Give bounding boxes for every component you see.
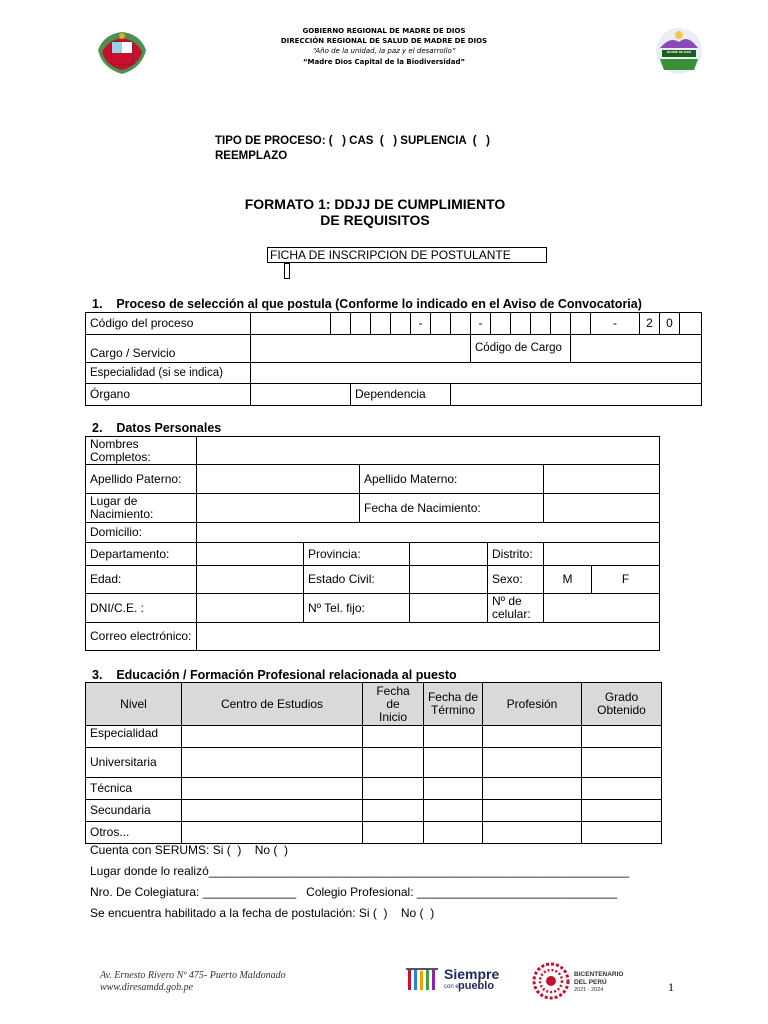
departamento-label: Departamento: <box>86 543 197 566</box>
ficha-title: FICHA DE INSCRIPCION DE POSTULANTE <box>270 248 511 262</box>
footer-address: Av. Ernesto Rivero Nº 475- Puerto Maldonado <box>100 970 286 981</box>
especialidad-label: Especialidad (si se indica) <box>86 363 251 384</box>
table-cell[interactable] <box>582 800 662 822</box>
table-cell[interactable] <box>363 822 424 844</box>
sexo-m-option[interactable]: M <box>544 566 592 594</box>
fecha-nacimiento-label: Fecha de Nacimiento: <box>360 494 544 523</box>
table-cell[interactable] <box>582 726 662 748</box>
lugar-nacimiento-field[interactable] <box>197 494 360 523</box>
col-centro-estudios: Centro de Estudios <box>182 683 363 726</box>
section-3-heading: 3. Educación / Formación Profesional relacionada al puesto <box>92 668 457 682</box>
table-cell[interactable] <box>182 800 363 822</box>
section-1-table <box>85 312 702 406</box>
code-spacer-cell <box>251 313 331 335</box>
fecha-nacimiento-field[interactable] <box>544 494 660 523</box>
nombres-field[interactable] <box>197 437 660 465</box>
serums-line: Cuenta con SERUMS: Si ( ) No ( ) <box>90 843 289 857</box>
ficha-small-box <box>284 263 290 279</box>
codigo-cargo-field[interactable] <box>571 335 702 363</box>
dependencia-label: Dependencia <box>351 384 451 406</box>
siempre-con-el-pueblo-logo <box>406 964 516 996</box>
pueblo-figures-icon <box>406 966 442 994</box>
table-cell[interactable] <box>363 800 424 822</box>
code-separator: - <box>471 313 491 335</box>
bicentenario-text-1: BICENTENARIO <box>574 971 624 978</box>
table-cell[interactable] <box>483 800 582 822</box>
cargo-servicio-label: Cargo / Servicio <box>86 335 251 363</box>
correo-label: Correo electrónico: <box>86 623 197 651</box>
apellido-paterno-label: Apellido Paterno: <box>86 465 197 494</box>
sexo-f-option[interactable]: F <box>592 566 660 594</box>
organo-label: Órgano <box>86 384 251 406</box>
siempre-text: Siempre <box>444 966 500 982</box>
table-cell[interactable] <box>182 726 363 748</box>
col-profesion: Profesión <box>483 683 582 726</box>
edad-field[interactable] <box>197 566 304 594</box>
cargo-servicio-field[interactable] <box>251 335 471 363</box>
edad-label: Edad: <box>86 566 197 594</box>
row-label-tecnica: Técnica <box>86 778 182 800</box>
codigo-proceso-label: Código del proceso <box>86 313 251 335</box>
madre-de-dios-logo-text: MADRE DE DIOS <box>666 50 692 54</box>
habilitado-line: Se encuentra habilitado a la fecha de postulación: Si ( ) No ( ) <box>90 906 435 920</box>
header-line-4: “Madre Dios Capital de la Biodiversidad” <box>302 58 466 66</box>
distrito-field[interactable] <box>544 543 660 566</box>
table-cell[interactable] <box>483 778 582 800</box>
row-label-otros: Otros... <box>86 822 182 844</box>
organo-field[interactable] <box>251 384 351 406</box>
bicentenario-logo <box>532 962 642 1000</box>
table-cell[interactable] <box>424 800 483 822</box>
estado-civil-field[interactable] <box>410 566 488 594</box>
celular-label: Nº de celular: <box>488 594 544 623</box>
estado-civil-label: Estado Civil: <box>304 566 410 594</box>
table-cell[interactable] <box>483 726 582 748</box>
table-cell[interactable] <box>182 822 363 844</box>
education-table <box>85 682 662 844</box>
form-title-line-2: DE REQUISITOS <box>320 212 430 228</box>
departamento-field[interactable] <box>197 543 304 566</box>
code-cell[interactable] <box>451 313 471 335</box>
process-type-line-1: TIPO DE PROCESO: ( ) CAS ( ) SUPLENCIA ( ) <box>215 135 490 147</box>
table-cell[interactable] <box>582 748 662 778</box>
footer-website[interactable]: www.diresamdd.gob.pe <box>100 982 194 993</box>
code-cell[interactable] <box>511 313 531 335</box>
code-cell[interactable] <box>431 313 451 335</box>
celular-field[interactable] <box>544 594 660 623</box>
row-label-especialidad: Especialidad <box>86 726 182 748</box>
section-2-heading: 2. Datos Personales <box>92 421 222 435</box>
pueblo-text: pueblo <box>458 980 495 992</box>
colegiatura-line: Nro. De Colegiatura: ______________ Colegio Profesional: ______________________________ <box>90 885 618 899</box>
code-separator: - <box>411 313 431 335</box>
apellido-paterno-field[interactable] <box>197 465 360 494</box>
provincia-label: Provincia: <box>304 543 410 566</box>
ficha-box <box>267 247 547 263</box>
code-cell[interactable]: 2 <box>640 313 660 335</box>
code-cell[interactable]: 0 <box>660 313 680 335</box>
con-el-text: con el <box>444 984 461 990</box>
domicilio-label: Domicilio: <box>86 523 197 543</box>
code-cell[interactable] <box>551 313 571 335</box>
provincia-field[interactable] <box>410 543 488 566</box>
col-nivel: Nivel <box>86 683 182 726</box>
table-cell[interactable] <box>363 748 424 778</box>
header-line-1: GOBIERNO REGIONAL DE MADRE DE DIOS <box>302 27 466 35</box>
code-cell[interactable] <box>331 313 351 335</box>
table-cell[interactable] <box>363 778 424 800</box>
header-line-2: DIRECCIÓN REGIONAL DE SALUD DE MADRE DE DIOS <box>280 37 488 45</box>
header-line-3: “Año de la unidad, la paz y el desarrollo” <box>312 47 456 55</box>
bicentenario-text-2: DEL PERÚ <box>574 979 607 986</box>
especialidad-field[interactable] <box>251 363 702 384</box>
nombres-label: Nombres Completos: <box>86 437 197 465</box>
table-cell[interactable] <box>424 726 483 748</box>
page-number: 1 <box>668 980 674 994</box>
table-cell[interactable] <box>424 778 483 800</box>
tel-fijo-field[interactable] <box>410 594 488 623</box>
correo-field[interactable] <box>197 623 660 651</box>
table-cell[interactable] <box>424 748 483 778</box>
domicilio-field[interactable] <box>197 523 660 543</box>
codigo-cargo-label: Código de Cargo <box>471 335 571 363</box>
apellido-materno-label: Apellido Materno: <box>360 465 544 494</box>
code-cell[interactable] <box>391 313 411 335</box>
code-cell[interactable] <box>351 313 371 335</box>
bicentenario-sun-icon <box>532 962 570 1000</box>
dni-label: DNI/C.E. : <box>86 594 197 623</box>
dni-field[interactable] <box>197 594 304 623</box>
code-cell[interactable] <box>531 313 551 335</box>
table-cell[interactable] <box>363 726 424 748</box>
row-label-universitaria: Universitaria <box>86 748 182 778</box>
code-cell[interactable] <box>491 313 511 335</box>
col-fecha-inicio: Fecha de Inicio <box>363 683 424 726</box>
lugar-nacimiento-label: Lugar de Nacimiento: <box>86 494 197 523</box>
code-cell[interactable] <box>571 313 591 335</box>
col-fecha-termino: Fecha de Término <box>424 683 483 726</box>
bicentenario-text-3: 2021 - 2024 <box>574 987 604 993</box>
tel-fijo-label: Nº Tel. fijo: <box>304 594 410 623</box>
madre-de-dios-logo <box>654 26 704 76</box>
table-cell[interactable] <box>424 822 483 844</box>
process-type-line-2: REEMPLAZO <box>215 150 288 162</box>
code-cell[interactable] <box>371 313 391 335</box>
col-grado-obtenido: Grado Obtenido <box>582 683 662 726</box>
table-cell[interactable] <box>483 822 582 844</box>
code-cell[interactable] <box>680 313 702 335</box>
lugar-realizo-line: Lugar donde lo realizó_______________________________________________________________ <box>90 864 630 878</box>
apellido-materno-field[interactable] <box>544 465 660 494</box>
table-cell[interactable] <box>182 778 363 800</box>
form-title-line-1: FORMATO 1: DDJJ DE CUMPLIMIENTO <box>244 196 506 212</box>
section-2-table <box>85 436 660 651</box>
table-cell[interactable] <box>483 748 582 778</box>
code-separator: - <box>591 313 640 335</box>
row-label-secundaria: Secundaria <box>86 800 182 822</box>
sexo-label: Sexo: <box>488 566 544 594</box>
table-cell[interactable] <box>582 822 662 844</box>
section-1-heading: 1. Proceso de selección al que postula (Conforme lo indicado en el Aviso de Convocatoria) <box>92 297 642 311</box>
table-cell[interactable] <box>582 778 662 800</box>
dependencia-field[interactable] <box>451 384 702 406</box>
table-cell[interactable] <box>182 748 363 778</box>
distrito-label: Distrito: <box>488 543 544 566</box>
